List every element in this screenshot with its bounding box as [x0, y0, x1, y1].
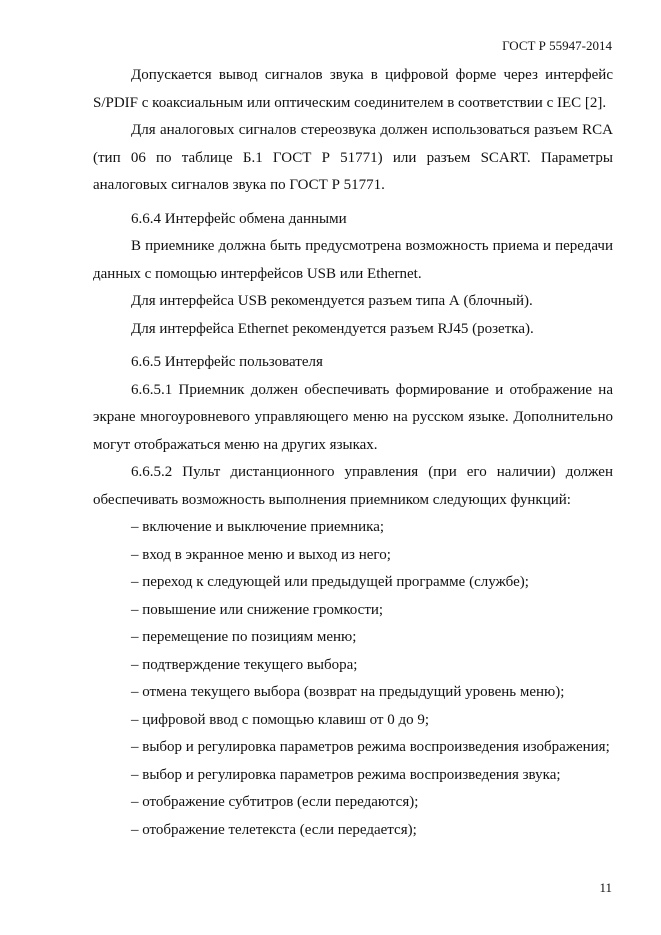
section-heading-6-6-4: 6.6.4 Интерфейс обмена данными	[131, 210, 347, 227]
list-item: – выбор и регулировка параметров режима воспроизведения звука;	[131, 766, 561, 783]
list-item: – переход к следующей или предыдущей программе (службе);	[131, 574, 529, 590]
list-item: – выбор и регулировка параметров режима воспроизведения изображения;	[131, 739, 610, 755]
list-item: – цифровой ввод с помощью клавиш от 0 до 9;	[131, 711, 430, 728]
page-number: 11	[599, 880, 612, 895]
list-item: – повышение или снижение громкости;	[131, 601, 384, 618]
list-item: – отмена текущего выбора (возврат на предыдущий уровень меню);	[131, 684, 565, 700]
paragraph-usb: Для интерфейса USB рекомендуется разъем типа А (блочный).	[131, 293, 533, 309]
list-item: – вход в экранное меню и выход из него;	[131, 546, 391, 563]
page-body	[93, 62, 613, 844]
section-heading-6-6-5: 6.6.5 Интерфейс пользователя	[131, 354, 323, 370]
list-item: – отображение субтитров (если передаются);	[131, 794, 419, 810]
list-item: – подтверждение текущего выбора;	[131, 656, 358, 673]
paragraph-ethernet: Для интерфейса Ethernet рекомендуется разъем RJ45 (розетка).	[131, 320, 534, 337]
paragraph-6-6-5-1: 6.6.5.1 Приемник должен обеспечивать формирование и отображение на экране многоуровневого управляющего меню на русском языке. Дополнительно могут отображаться меню на других языках.	[93, 381, 613, 453]
paragraph-spdif: Допускается вывод сигналов звука в цифровой форме через интерфейс S/PDIF с коаксиальным или оптическим соединителем в соответствии с IEC [2].	[93, 67, 613, 111]
function-list	[93, 514, 613, 844]
paragraph-data-exchange: В приемнике должна быть предусмотрена возможность приема и передачи данных с помощью интерфейсов USB или Ethernet.	[93, 238, 613, 282]
list-item: – отображение телетекста (если передается);	[131, 821, 417, 838]
paragraph-analog-audio: Для аналоговых сигналов стереозвука должен использоваться разъем RCA (тип 06 по таблице Б.1 ГОСТ Р 51771) или разъем SCART. Параметры аналоговых сигналов звука по ГОСТ Р 51771.	[93, 122, 613, 193]
paragraph-6-6-5-2: 6.6.5.2 Пульт дистанционного управления (при его наличии) должен обеспечивать возможность выполнения приемником следующих функций:	[93, 464, 613, 508]
list-item: – включение и выключение приемника;	[131, 519, 385, 535]
list-item: – перемещение по позициям меню;	[131, 629, 357, 645]
standard-code-header: ГОСТ Р 55947-2014	[502, 38, 612, 53]
